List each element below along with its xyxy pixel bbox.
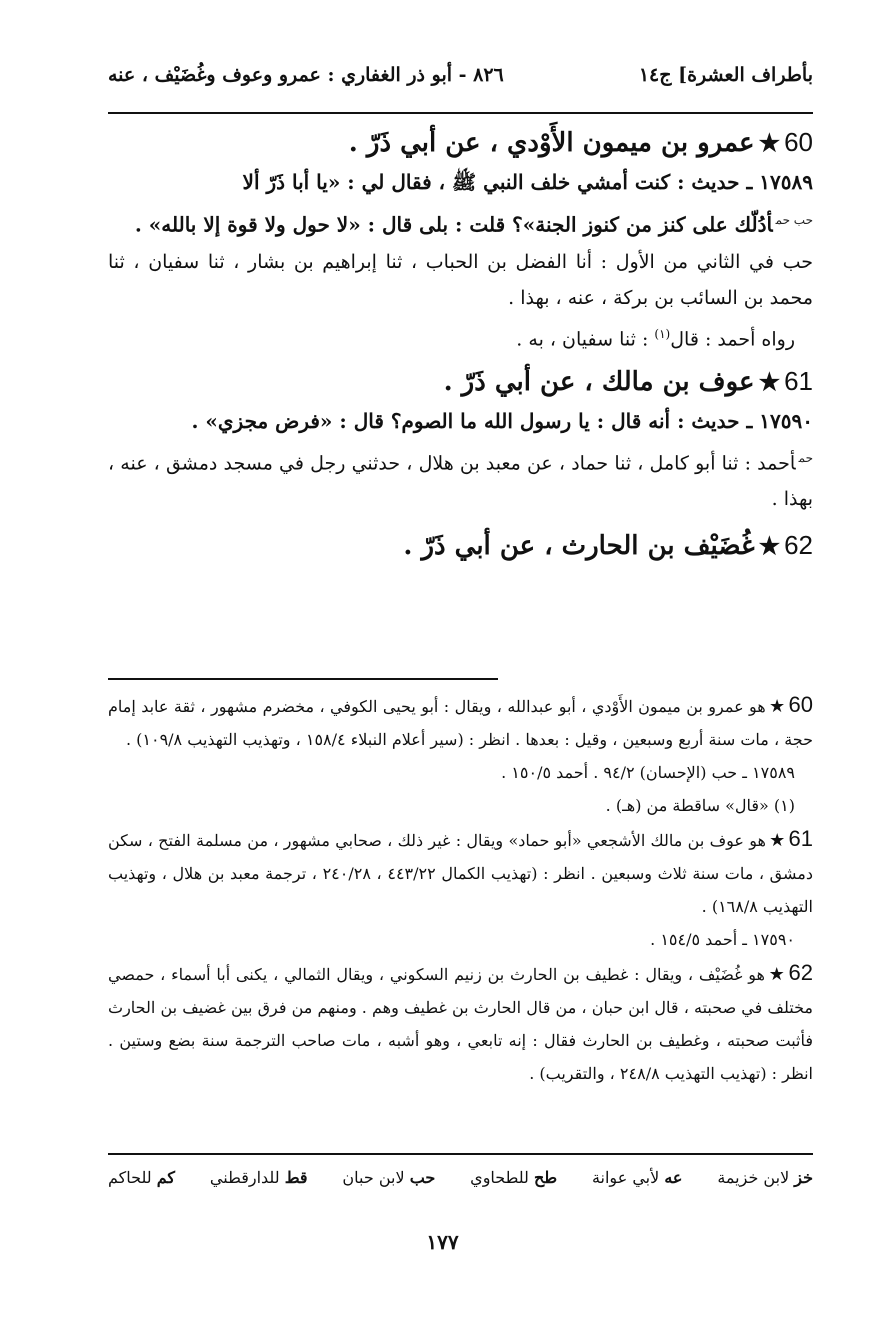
isnad-ahmad-end: : ثنا سفيان ، به . <box>516 327 655 350</box>
note-text: هو عوف بن مالك الأشجعي «أبو حماد» ويقال : غير ذلك ، صحابي مشهور ، من مسلمة الفتح ، سكن دمشق ، مات سنة ثلاث وسبعين . انظر : (تهذيب الكمال ٤٤٣/٢٢ ، ٢٤٠/٢٨ ، ترجمة معبد بن هلال ، وتهذيب التهذيب ١٦٨/٨) . <box>108 831 813 916</box>
star-icon: ★ <box>768 830 786 851</box>
isnad-ahmad <box>108 316 813 357</box>
note-number: 62 <box>788 960 813 985</box>
star-icon: ★ <box>758 128 781 157</box>
entry-62-heading <box>108 525 813 566</box>
entry-60-heading <box>108 122 813 163</box>
note-number: 60 <box>788 692 813 717</box>
hadith-17589 <box>108 163 813 201</box>
entry-number: 60 <box>784 127 813 157</box>
note-61 <box>108 822 813 923</box>
hadith-text: ـ حديث : كنت أمشي خلف النبي ﷺ ، فقال لي : «يا أبا ذَرّ ألا <box>242 170 753 194</box>
sigla-legend <box>108 1163 813 1193</box>
legend-item: قط للدارقطني <box>209 1168 308 1187</box>
isnad-paragraph <box>108 440 813 517</box>
entry-number: 62 <box>784 530 813 561</box>
note-17590: ١٧٥٩٠ ـ أحمد ١٥٤/٥ . <box>650 930 795 949</box>
entry-title: غُضَيْف بن الحارث ، عن أبي ذَرّ . <box>403 531 755 562</box>
entry-title: عوف بن مالك ، عن أبي ذَرّ . <box>443 366 755 397</box>
page-number: ١٧٧ <box>426 1230 459 1254</box>
footnotes <box>108 688 813 1090</box>
isnad-paragraph: حب في الثاني من الأول : أنا الفضل بن الحباب ، ثنا إبراهيم بن بشار ، ثنا سفيان ، ثنا محمد بن السائب بن بركة ، عنه ، بهذا . <box>108 250 813 309</box>
note-number: 61 <box>788 826 813 851</box>
legend-rule <box>108 1153 813 1155</box>
isnad-ahmad-start: رواه أحمد : قال <box>670 327 795 350</box>
legend-item: خز لابن خزيمة <box>717 1168 813 1187</box>
source-sigla: حب حم <box>775 213 813 227</box>
running-header <box>108 60 813 100</box>
entry-title: عمرو بن ميمون الأَوْدي ، عن أبي ذَرّ . <box>348 128 755 158</box>
note-60 <box>108 688 813 756</box>
footnote-ref: (١) <box>654 326 671 341</box>
note-62 <box>108 956 813 1090</box>
legend-item: عه لأبي عوانة <box>591 1168 683 1187</box>
header-book-title: بأطراف العشرة] ج١٤ <box>638 64 813 86</box>
hadith-17590 <box>108 402 813 440</box>
legend-item: كم للحاكم <box>108 1168 176 1187</box>
main-text <box>108 122 813 566</box>
header-rule <box>108 112 813 114</box>
hadith-17589-cont <box>108 201 813 244</box>
star-icon: ★ <box>758 366 781 396</box>
hadith-text: ـ حديث : أنه قال : يا رسول الله ما الصوم؟ قال : «فرض مجزي» . <box>191 408 753 433</box>
legend-item: حب لابن حبان <box>342 1168 436 1187</box>
source-sigla: حم <box>798 450 813 465</box>
hadith-text-cont: أدُلّك على كنز من كنوز الجنة»؟ قلت : بلى قال : «لا حول ولا قوة إلا بالله» . <box>134 212 773 237</box>
entry-number: 61 <box>784 365 813 396</box>
star-icon: ★ <box>768 696 786 717</box>
isnad-text: أحمد : ثنا أبو كامل ، ثنا حماد ، عن معبد بن هلال ، حدثني رجل في مسجد دمشق ، عنه ، بهذا . <box>108 452 813 511</box>
hadith-number: ١٧٥٨٩ <box>759 170 813 194</box>
hadith-number: ١٧٥٩٠ <box>759 408 813 433</box>
footnote-rule <box>108 678 498 680</box>
footnote-1: (١) «قال» ساقطة من (هـ) . <box>605 796 795 815</box>
note-text: هو عمرو بن ميمون الأَوْدي ، أبو عبدالله ، ويقال : أبو يحيى الكوفي ، مخضرم مشهور ، ثقة عابد إمام حجة ، مات سنة أربع وسبعين ، وقيل : بعدها . انظر : (سير أعلام النبلاء ١٥٨/٤ ، وتهذيب التهذيب ١٠٩/٨) . <box>108 697 813 749</box>
note-17589: ١٧٥٨٩ ـ حب (الإحسان) ٩٤/٢ . أحمد ١٥٠/٥ . <box>501 763 795 782</box>
note-text: هو غُضَيْف ، ويقال : غطيف بن الحارث بن زنيم السكوني ، ويقال الثمالي ، يكنى أبا أسماء ، حمصي مختلف في صحبته ، قال ابن حبان ، من قال الحارث بن غطيف وهم . ومنهم من فرق بين غضيف بن الحارث فأثبت صحبته ، وغطيف بن الحارث فقال : إنه تابعي ، وهو أشبه ، مات صاحب الترجمة سنة بضع وستين . انظر : (تهذيب التهذيب ٢٤٨/٨ ، والتقريب) . <box>108 965 814 1083</box>
star-icon: ★ <box>767 964 786 985</box>
entry-61-heading <box>108 361 813 402</box>
header-chapter-title: ٨٢٦ - أبو ذر الغفاري : عمرو وعوف وغُضَيْف ، عنه <box>108 64 504 86</box>
legend-item: طح للطحاوي <box>470 1168 558 1187</box>
star-icon: ★ <box>758 531 781 561</box>
